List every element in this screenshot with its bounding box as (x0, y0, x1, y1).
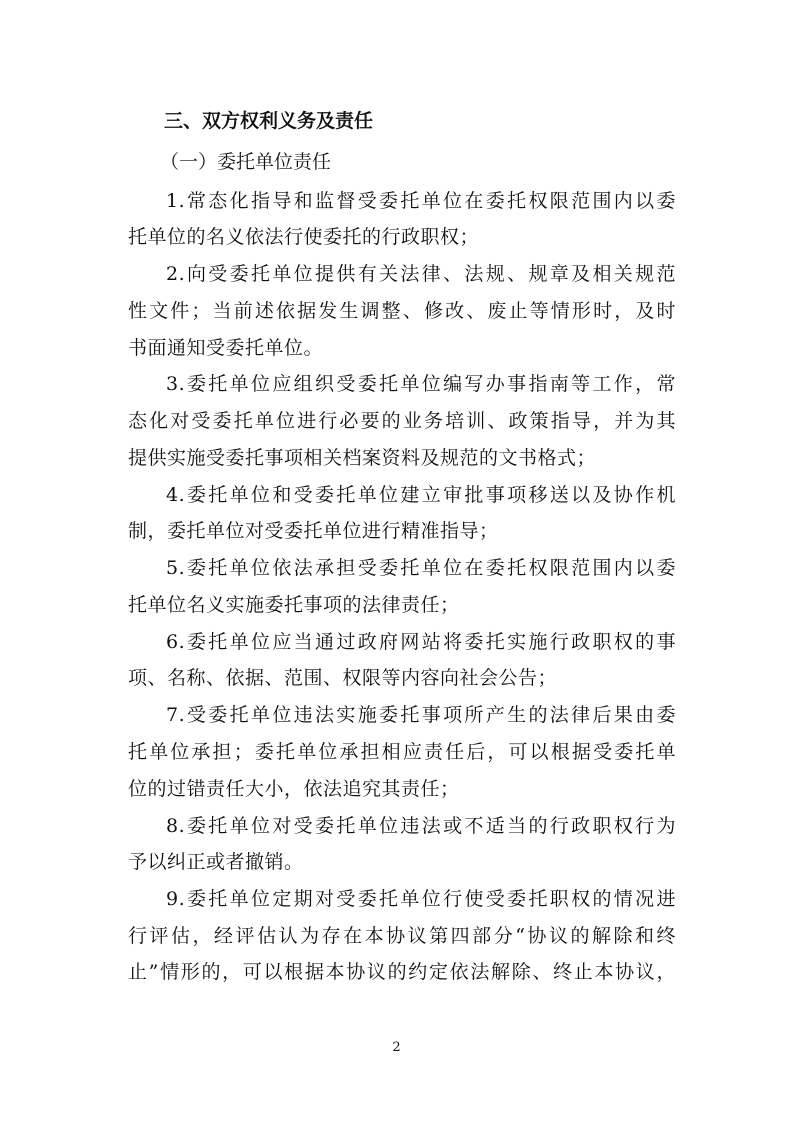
text-line: 托单位承担；委托单位承担相应责任后，可以根据受委托单 (128, 741, 676, 763)
text-line: 3.委托单位应组织受委托单位编写办事指南等工作，常 (166, 373, 676, 395)
text-line: 行评估，经评估认为存在本协议第四部分“协议的解除和终 (128, 925, 676, 947)
text-line: 止”情形的，可以根据本协议的约定依法解除、终止本协议， (128, 961, 676, 983)
text-line: 制，委托单位对受委托单位进行精准指导； (128, 520, 499, 542)
page-number: 2 (392, 1040, 401, 1055)
section-heading: 三、双方权利义务及责任 (164, 110, 374, 132)
text-line: 项、名称、依据、范围、权限等内容向社会公告； (128, 667, 558, 689)
text-line: 托单位的名义依法行使委托的行政职权； (128, 226, 480, 248)
subsection-heading: （一）委托单位责任 (160, 151, 332, 173)
text-line: 托单位名义实施委托事项的法律责任； (128, 594, 460, 616)
text-line: 态化对受委托单位进行必要的业务培训、政策指导，并为其 (128, 410, 676, 432)
text-line: 6.委托单位应当通过政府网站将委托实施行政职权的事 (166, 631, 676, 653)
text-line: 提供实施受委托事项相关档案资料及规范的文书格式； (128, 447, 597, 469)
text-line: 4.委托单位和受委托单位建立审批事项移送以及协作机 (166, 484, 676, 506)
text-line: 9.委托单位定期对受委托单位行使受委托职权的情况进 (166, 888, 676, 910)
text-line: 性文件；当前述依据发生调整、修改、废止等情形时，及时 (128, 300, 676, 322)
text-line: 2.向受委托单位提供有关法律、法规、规章及相关规范 (166, 263, 676, 285)
text-line: 书面通知受委托单位。 (128, 337, 324, 359)
text-line: 1.常态化指导和监督受委托单位在委托权限范围内以委 (166, 190, 676, 212)
text-line: 8.委托单位对受委托单位违法或不适当的行政职权行为 (166, 815, 676, 837)
text-line: 5.委托单位依法承担受委托单位在委托权限范围内以委 (166, 557, 676, 579)
text-line: 位的过错责任大小，依法追究其责任； (128, 778, 460, 800)
text-line: 7.受委托单位违法实施委托事项所产生的法律后果由委 (166, 704, 676, 726)
text-line: 予以纠正或者撤销。 (128, 851, 304, 873)
